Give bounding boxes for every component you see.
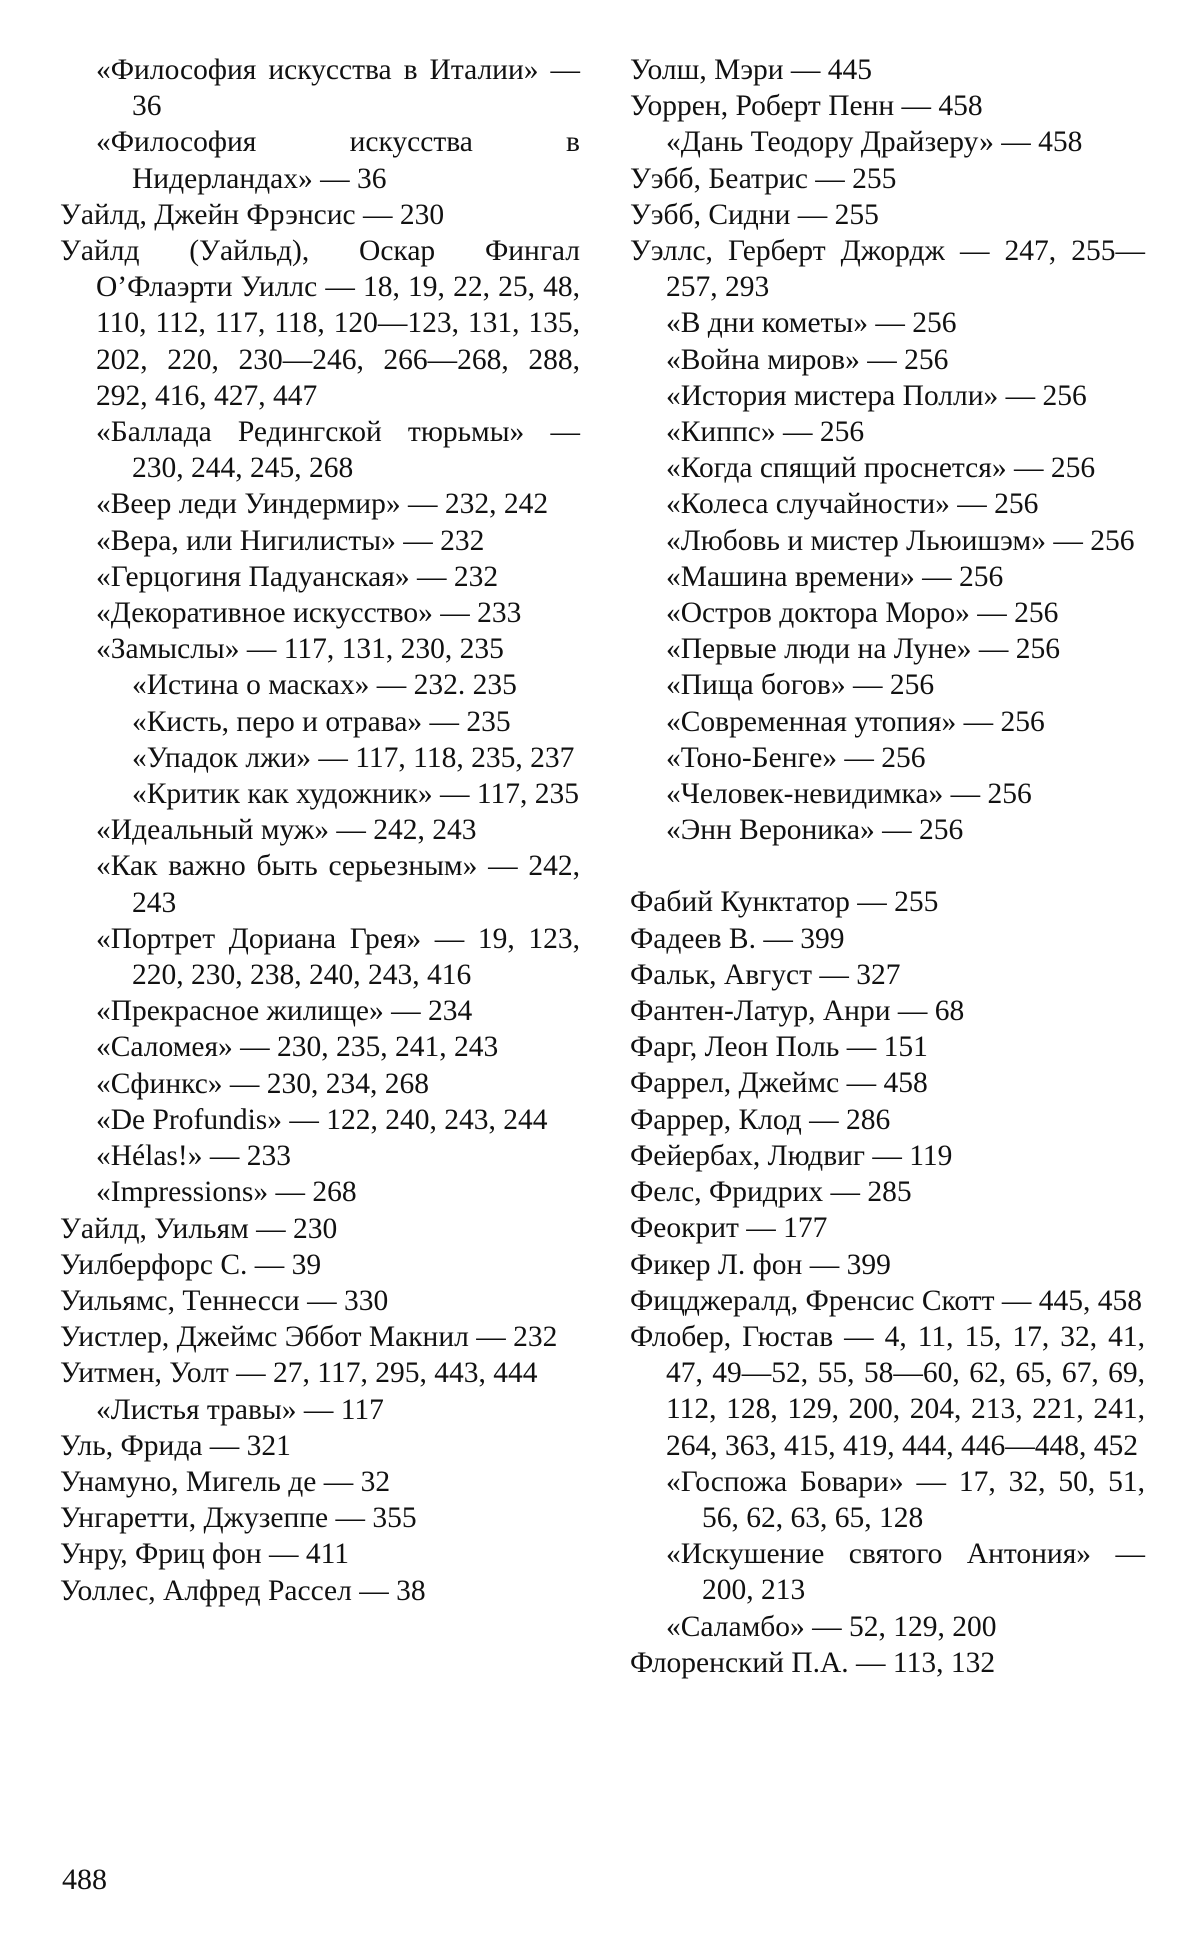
index-subentry: «Современная утопия» — 256 [666,705,1045,738]
index-subentry: «Упадок лжи» — 117, 118, 235, 237 [132,741,575,774]
index-entry: Уль, Фрида — 321 [60,1429,291,1462]
index-entry: Феокрит — 177 [630,1212,828,1245]
index-subentry: «Искушение святого Антония» — 200, 213 [666,1538,1145,1607]
index-subentry: «Госпожа Бовари» — 17, 32, 50, 51, 56, 62, 63, 65, 128 [666,1465,1145,1534]
index-entry: Фарг, Леон Поль — 151 [630,1031,928,1064]
index-subentry: «Любовь и мистер Льюишэм» — 256 [666,524,1135,557]
index-subentry: «Критик как художник» — 117, 235 [132,778,580,811]
index-entry: Уэбб, Сидни — 255 [630,198,879,231]
index-subentry: «Пища богов» — 256 [666,669,935,702]
index-subentry: «Война миров» — 256 [666,343,949,376]
index-entry: Уолш, Мэри — 445 [630,54,873,86]
page-number: 488 [62,1863,107,1896]
index-subentry: «Баллада Редингской тюрьмы» — 230, 244, 245, 268 [96,416,580,485]
index-subentry: «В дни кометы» — 256 [666,307,957,340]
index-subentry: «Кисть, перо и отрава» — 235 [132,705,511,738]
index-subentry: «Impressions» — 268 [96,1176,357,1209]
index-entry: Уэллс, Герберт Джордж — 247, 255—257, 293 [630,235,1145,304]
index-entry: Фицджералд, Френсис Скотт — 445, 458 [630,1284,1143,1317]
index-subentry: «Сфинкс» — 230, 234, 268 [96,1067,430,1100]
index-entry: Фадеев В. — 399 [630,922,845,955]
index-subentry: «Веер леди Уиндермир» — 232, 242 [96,488,549,521]
index-entry: Фейербах, Людвиг — 119 [630,1139,953,1172]
index-entry: Уилберфорс С. — 39 [60,1248,322,1281]
index-entry: Унру, Фриц фон — 411 [60,1538,350,1571]
index-entry: Унамуно, Мигель де — 32 [60,1465,391,1498]
index-subentry: «De Profundis» — 122, 240, 243, 244 [96,1103,548,1136]
index-subentry: «Листья травы» — 117 [96,1393,384,1426]
index-entry: Фаррел, Джеймс — 458 [630,1067,928,1100]
index-subentry: «Прекрасное жилище» — 234 [96,995,473,1028]
index-subentry: «Человек-невидимка» — 256 [666,778,1032,811]
index-column-left [60,52,580,1609]
index-entry: Фальк, Август — 327 [630,958,901,991]
index-column-right [630,52,1145,1681]
index-entry: Уэбб, Беатрис — 255 [630,162,897,195]
index-entry: Унгаретти, Джузеппе — 355 [60,1502,417,1535]
index-entry: Флоренский П.А. — 113, 132 [630,1646,996,1679]
index-subentry: «Портрет Дориана Грея» — 19, 123, 220, 230, 238, 240, 243, 416 [96,922,580,992]
index-entry: Фелс, Фридрих — 285 [630,1176,912,1209]
index-entry: Флобер, Гюстав — 4, 11, 15, 17, 32, 41, 47, 49—52, 55, 58—60, 62, 65, 67, 69, 112, 128, 129, 200, 204, 213, 221, 241, 264, 363, 415, 419, 444, 446—448, 452 [630,1320,1145,1462]
index-entry: Уайлд (Уайльд), Оскар Фингал О’Флаэрти Уиллс — 18, 19, 22, 25, 48, 110, 112, 117, 118, 120—123, 131, 135, 202, 220, 230—246, 266—268, 288, 292, 416, 427, 447 [60,235,580,412]
index-entry: Фаррер, Клод — 286 [630,1103,891,1136]
index-entry: Уайлд, Уильям — 230 [60,1212,338,1245]
index-subentry: «Тоно-Бенге» — 256 [666,741,926,774]
index-entry: Уистлер, Джеймс Эббот Макнил — 232 [60,1321,558,1354]
index-entry: Уитмен, Уолт — 27, 117, 295, 443, 444 [60,1357,538,1390]
index-entry: Уоррен, Роберт Пенн — 458 [630,90,983,123]
index-subentry: «Колеса случайности» — 256 [666,488,1039,521]
index-subentry: «Герцогиня Падуанская» — 232 [96,560,499,593]
index-subentry: «Саламбо» — 52, 129, 200 [666,1610,997,1643]
index-subentry: «Как важно быть серьезным» — 242, 243 [96,850,580,919]
index-subentry: «Истина о масках» — 232. 235 [132,669,517,702]
index-subentry: «Философия искусства в Италии» — 36 [96,54,580,123]
index-entry: Уильямс, Теннесси — 330 [60,1284,389,1317]
index-subentry: «Первые люди на Луне» — 256 [666,633,1060,666]
index-subentry: «Замыслы» — 117, 131, 230, 235 [96,633,504,666]
index-subentry: «Энн Вероника» — 256 [666,814,964,847]
index-entry: Фантен-Латур, Анри — 68 [630,995,965,1028]
index-entry: Фикер Л. фон — 399 [630,1248,891,1281]
index-subentry: «Машина времени» — 256 [666,560,1004,593]
index-subentry: «Декоративное искусство» — 233 [96,597,522,630]
index-subentry: «История мистера Полли» — 256 [666,379,1087,412]
index-subentry: «Идеальный муж» — 242, 243 [96,814,477,847]
section-gap [630,848,1145,884]
index-subentry: «Вера, или Нигилисты» — 232 [96,524,485,557]
index-subentry: «Киппс» — 256 [666,416,865,449]
index-entry: Уайлд, Джейн Фрэнсис — 230 [60,198,445,231]
index-subentry: «Дань Теодору Драйзеру» — 458 [666,126,1083,159]
index-subentry: «Философия искусства в Нидерландах» — 36 [96,126,580,195]
index-entry: Уоллес, Алфред Рассел — 38 [60,1574,426,1607]
index-subentry: «Когда спящий проснется» — 256 [666,452,1096,485]
index-subentry: «Hélas!» — 233 [96,1140,291,1173]
index-subentry: «Саломея» — 230, 235, 241, 243 [96,1031,499,1064]
index-entry: Фабий Кунктатор — 255 [630,886,939,919]
index-subentry: «Остров доктора Моро» — 256 [666,597,1059,630]
